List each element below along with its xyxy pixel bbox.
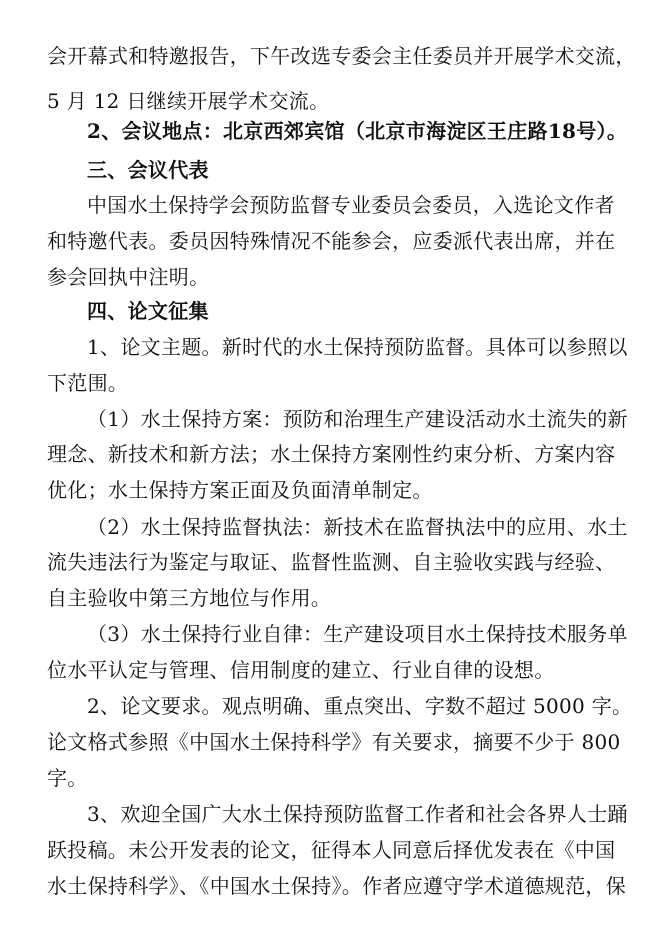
body-line: 和特邀代表。委员因特殊情况不能参会，应委派代表出席，并在 (47, 229, 616, 253)
body-line: 下范围。 (47, 371, 129, 395)
body-line: 会开幕式和特邀报告，下午改选专委会主任委员并开展学术交流， (47, 44, 636, 68)
body-line: 参会回执中注明。 (47, 265, 210, 289)
body-line: 5 月 12 日继续开展学术交流。 (47, 89, 330, 113)
paragraph-line: 3、欢迎全国广大水土保持预防监督工作者和社会各界人士踊 (87, 802, 628, 826)
paragraph-line: （2）水土保持监督执法：新技术在监督执法中的应用、水土 (87, 515, 628, 539)
body-line: 优化；水土保持方案正面及负面清单制定。 (47, 478, 433, 502)
body-line: 自主验收中第三方地位与作用。 (47, 586, 332, 610)
paragraph-line: 1、论文主题。新时代的水土保持预防监督。具体可以参照以 (87, 335, 628, 359)
body-line: 跃投稿。未公开发表的论文，征得本人同意后择优发表在《中国 (47, 838, 616, 862)
meeting-location-line: 2、会议地点：北京西郊宾馆（北京市海淀区王庄路18号）。 (87, 119, 628, 143)
paragraph-line: 中国水土保持学会预防监督专业委员会委员，入选论文作者 (87, 193, 615, 217)
body-line: 理念、新技术和新方法；水土保持方案刚性约束分析、方案内容 (47, 442, 616, 466)
paragraph-line: （3）水土保持行业自律：生产建设项目水土保持技术服务单 (87, 622, 628, 646)
body-line: 字。 (47, 766, 88, 790)
paragraph-line: 2、论文要求。观点明确、重点突出、字数不超过 5000 字。 (87, 694, 633, 718)
body-line: 位水平认定与管理、信用制度的建立、行业自律的设想。 (47, 658, 555, 682)
section-heading: 四、论文征集 (87, 299, 209, 323)
body-line: 流失违法行为鉴定与取证、监督性监测、自主验收实践与经验、 (47, 550, 616, 574)
body-line: 论文格式参照《中国水土保持科学》有关要求，摘要不少于 800 (47, 730, 621, 754)
section-heading: 三、会议代表 (87, 158, 209, 182)
paragraph-line: （1）水土保持方案：预防和治理生产建设活动水土流失的新 (87, 407, 628, 431)
body-line: 水土保持科学》、《中国水土保持》。作者应遵守学术道德规范，保 (47, 874, 626, 898)
